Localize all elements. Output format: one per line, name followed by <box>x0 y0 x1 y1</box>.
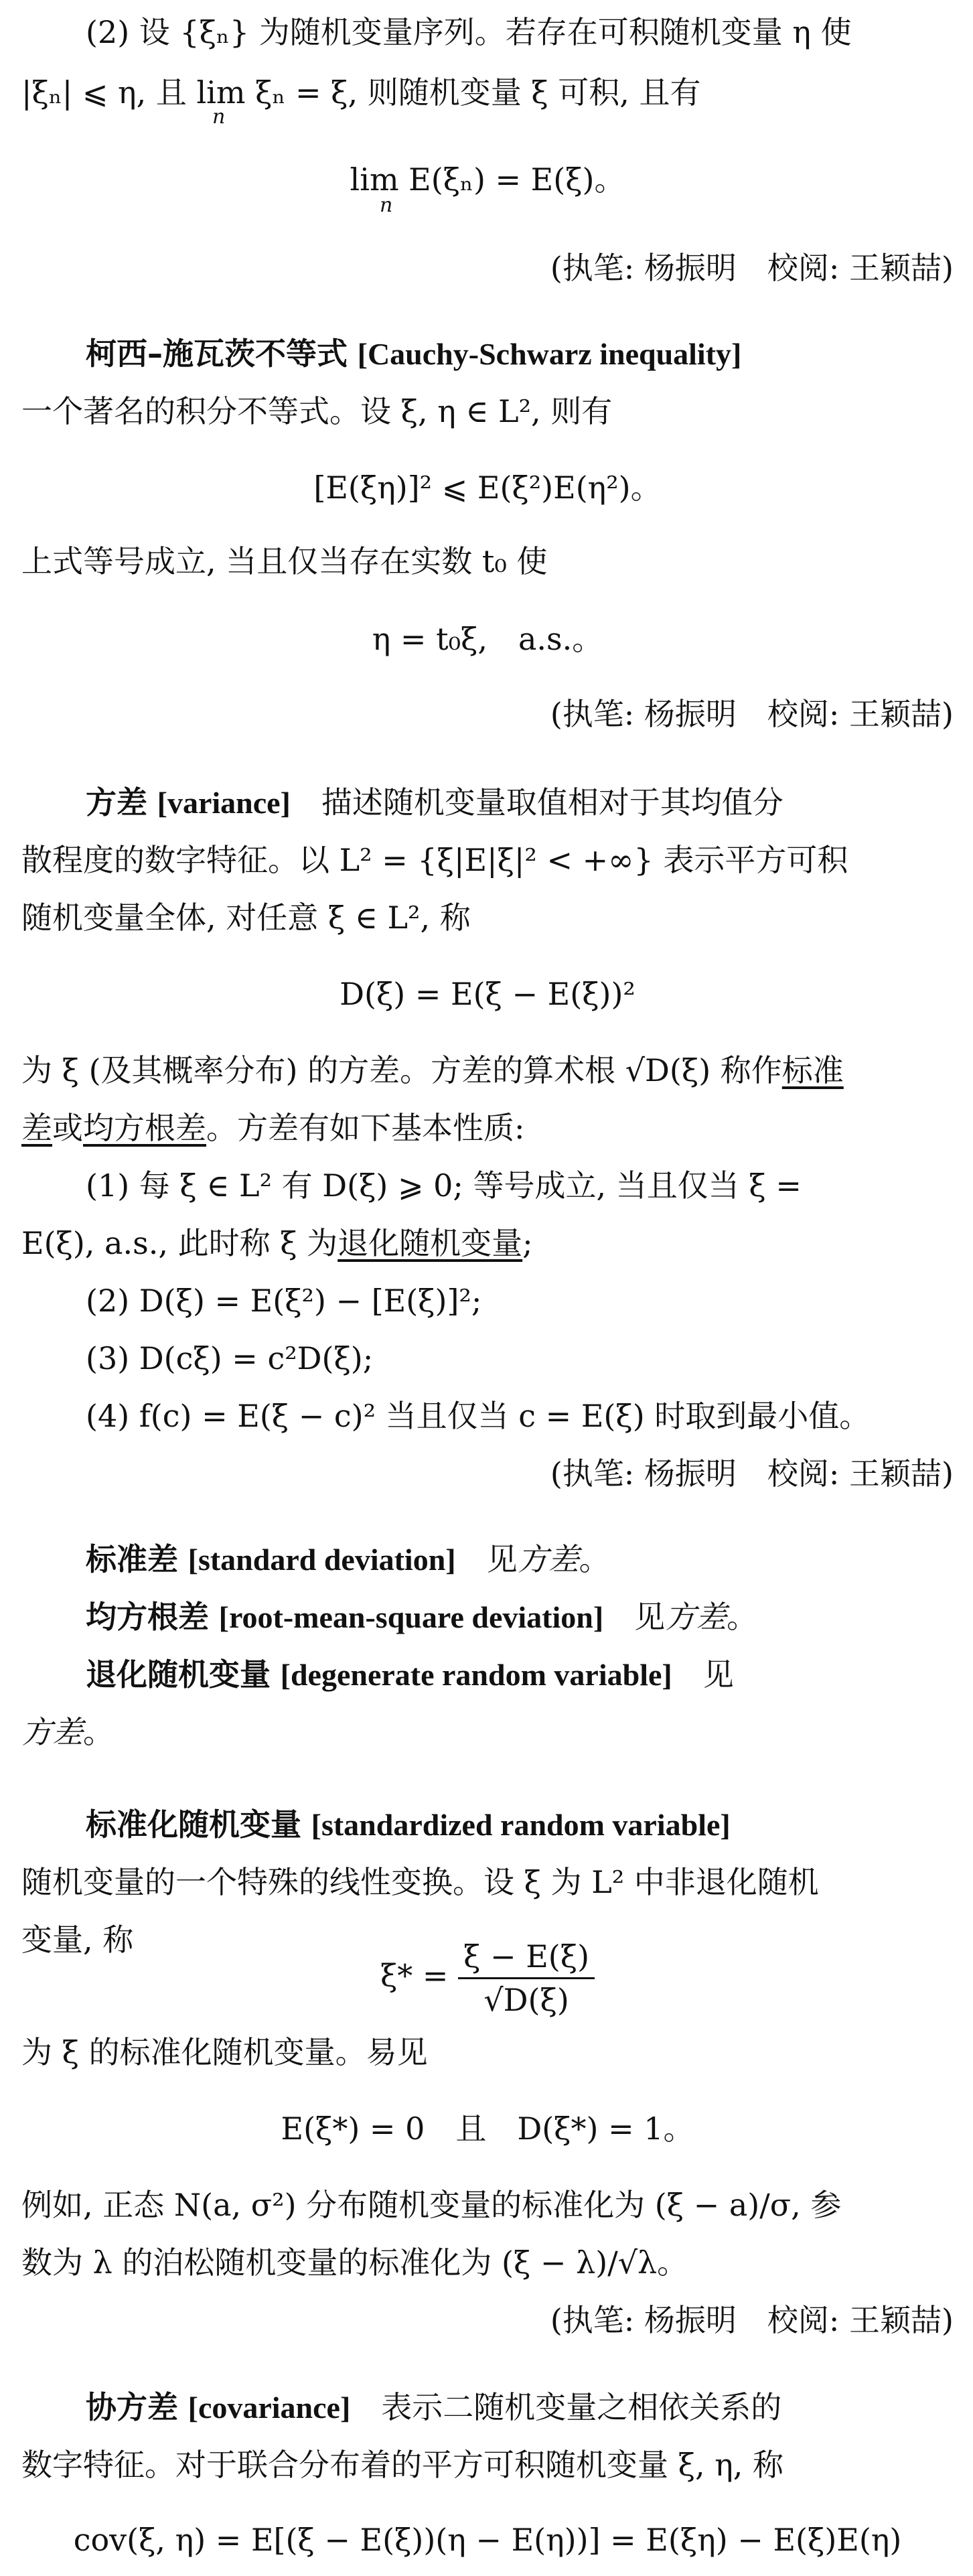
text-line: 数为 λ 的泊松随机变量的标准化为 (ξ − λ)/√λ。 <box>21 2244 688 2281</box>
entry-heading <box>21 1591 973 1643</box>
entry-title: 标准差 <box>86 1541 178 1577</box>
limit-subscript: n <box>380 194 393 217</box>
cross-reference: 方差 <box>665 1599 727 1635</box>
text-span: 。 <box>727 1599 758 1635</box>
entry-heading <box>21 1799 973 1851</box>
entry-title: 均方根差 <box>86 1599 209 1635</box>
entry-english: [variance] <box>157 786 291 820</box>
display-formula <box>21 1936 954 2021</box>
fraction-denominator: √D(ξ) <box>483 1982 569 2018</box>
display-formula: E(ξ*) = 0 且 D(ξ*) = 1。 <box>281 2110 694 2147</box>
fraction-numerator: ξ − E(ξ) <box>458 1936 595 1979</box>
text-span: 。 <box>83 1714 114 1750</box>
text-line: 为 ξ 的标准化随机变量。易见 <box>21 2034 428 2070</box>
text-span: E(ξ), a.s., 此时称 ξ 为 <box>21 1225 338 1261</box>
text-line <box>21 1102 954 1153</box>
entry-title: 柯西–施瓦茨不等式 <box>86 336 348 372</box>
limit-subscript: n <box>212 105 226 129</box>
text-line: 例如, 正态 N(a, σ²) 分布随机变量的标准化为 (ξ − a)/σ, 参 <box>21 2187 842 2223</box>
text-line: 随机变量全体, 对任意 ξ ∈ L², 称 <box>21 900 471 936</box>
entry-heading <box>21 2382 973 2433</box>
text-line <box>21 1045 954 1096</box>
credit-line: (执笔: 杨振明 校阅: 王颖喆) <box>550 1455 954 1492</box>
text-span: 。方差有如下基本性质: <box>206 1110 525 1146</box>
text-span: 。 <box>579 1541 610 1577</box>
entry-english: [root-mean-square deviation] <box>218 1600 604 1634</box>
display-formula: lim E(ξₙ) = E(ξ)。 <box>350 161 625 198</box>
entry-heading <box>21 1649 973 1701</box>
text-line: 变量, 称 <box>21 1922 134 1958</box>
text-span: 为 ξ (及其概率分布) 的方差。方差的算术根 √D(ξ) 称作 <box>21 1052 782 1088</box>
text-span: 描述随机变量取值相对于其均值分 <box>290 784 783 820</box>
entry-english: [degenerate random variable] <box>280 1658 672 1692</box>
text-line: 数字特征。对于联合分布着的平方可积随机变量 ξ, η, 称 <box>21 2447 784 2483</box>
text-line <box>21 67 954 118</box>
document-page <box>21 7 954 2569</box>
text-line: 一个著名的积分不等式。设 ξ, η ∈ L², 则有 <box>21 393 613 429</box>
text-line: (1) 每 ξ ∈ L² 有 D(ξ) ⩾ 0; 等号成立, 当且仅当 ξ = <box>86 1167 802 1204</box>
text-span: 见 <box>455 1541 518 1577</box>
term-link: 差 <box>21 1110 52 1146</box>
display-formula: D(ξ) = E(ξ − E(ξ))² <box>340 976 635 1012</box>
limit-text: |ξₙ| ⩽ η, 且 lim ξₙ = ξ, 则随机变量 ξ 可积, 且有 <box>21 74 701 111</box>
entry-title: 标准化随机变量 <box>86 1806 301 1843</box>
text-line: (2) 设 {ξₙ} 为随机变量序列。若存在可积随机变量 η 使 <box>86 14 852 50</box>
cross-reference: 方差 <box>517 1541 579 1577</box>
text-line: 上式等号成立, 当且仅当存在实数 t₀ 使 <box>21 543 548 579</box>
term-link: 均方根差 <box>83 1110 206 1146</box>
credit-line: (执笔: 杨振明 校阅: 王颖喆) <box>550 2302 954 2338</box>
entry-english: [Cauchy-Schwarz inequality] <box>357 337 742 371</box>
display-formula: [E(ξη)]² ⩽ E(ξ²)E(η²)。 <box>313 470 662 506</box>
text-line <box>21 1218 954 1269</box>
entry-title: 方差 <box>86 784 147 820</box>
term-link: 退化随机变量 <box>338 1225 523 1261</box>
entry-title: 协方差 <box>86 2389 178 2425</box>
text-span: ; <box>522 1225 533 1261</box>
entry-heading <box>21 328 973 380</box>
cross-reference: 方差 <box>21 1714 83 1750</box>
credit-line: (执笔: 杨振明 校阅: 王颖喆) <box>550 250 954 286</box>
entry-title: 退化随机变量 <box>86 1656 271 1693</box>
text-line: (2) D(ξ) = E(ξ²) − [E(ξ)]²; <box>86 1283 482 1319</box>
text-line: (4) f(c) = E(ξ − c)² 当且仅当 c = E(ξ) 时取到最小值。 <box>86 1398 871 1434</box>
formula-lhs: ξ* = <box>380 1957 449 1994</box>
text-span: 见 <box>603 1599 666 1635</box>
text-line: 散程度的数字特征。以 L² = {ξ|E|ξ|² < +∞} 表示平方可积 <box>21 842 848 878</box>
credit-line: (执笔: 杨振明 校阅: 王颖喆) <box>550 696 954 732</box>
text-line: 随机变量的一个特殊的线性变换。设 ξ 为 L² 中非退化随机 <box>21 1864 819 1900</box>
entry-english: [standard deviation] <box>188 1543 456 1577</box>
text-line: (3) D(cξ) = c²D(ξ); <box>86 1340 374 1376</box>
term-link: 标准 <box>781 1052 844 1088</box>
display-formula: cov(ξ, η) = E[(ξ − E(ξ))(η − E(η))] = E(ξη) − E(ξ)E(η) <box>73 2522 902 2558</box>
entry-english: [covariance] <box>188 2390 351 2425</box>
entry-heading <box>21 1534 973 1585</box>
text-line <box>21 1707 954 1758</box>
display-formula: η = t₀ξ, a.s.。 <box>372 621 603 657</box>
entry-english: [standardized random variable] <box>311 1808 731 1842</box>
fraction <box>458 1936 595 2021</box>
text-span: 或 <box>52 1110 83 1146</box>
text-span: 表示二随机变量之相依关系的 <box>350 2389 782 2425</box>
text-span: 见 <box>672 1656 734 1693</box>
entry-heading <box>21 777 973 829</box>
